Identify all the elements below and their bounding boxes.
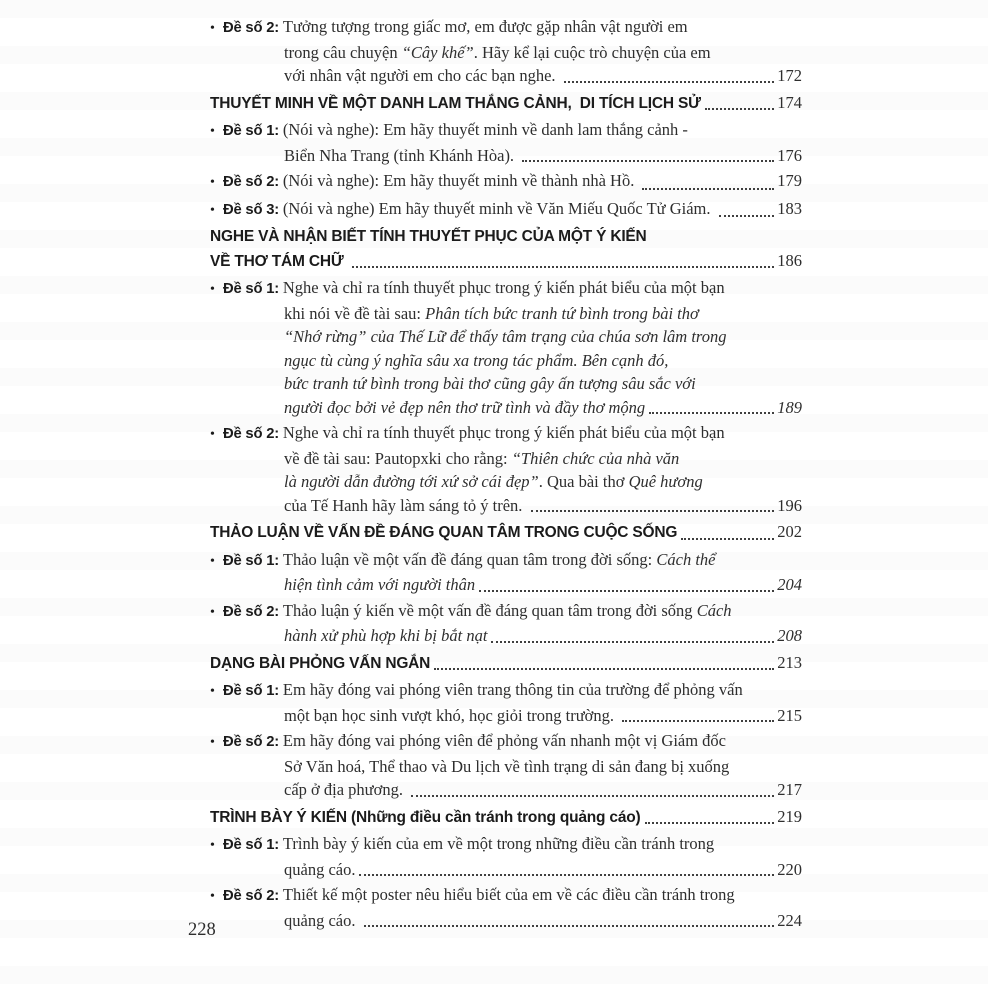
toc-line [210,755,802,779]
dot-leader [359,874,774,876]
dot-leader [364,925,775,927]
toc-line [210,858,802,882]
bullet-icon: • [210,124,215,139]
toc-line [210,197,802,223]
toc-line [210,91,802,116]
toc-line [210,15,802,41]
item-text: trong câu chuyện “Cây khế”. Hãy kể lại cuộc trò chuyện của em [284,42,711,62]
toc-line [210,494,802,518]
item-text: bức tranh tứ bình trong bài thơ cũng gây ấn tượng sâu sắc với [284,374,696,393]
dot-leader [681,538,774,540]
item-text: quảng cáo. [284,910,360,930]
table-of-contents [210,15,802,934]
dot-leader [649,412,774,414]
bullet-icon: • [210,282,215,297]
toc-section [210,651,802,676]
toc-line [210,470,802,494]
item-text: của Tế Hanh hãy làm sáng tỏ ý trên. [284,495,527,515]
item-text: ngục tù cùng ý nghĩa sâu xa trong tác phẩm. Bên cạnh đó, [284,350,669,370]
section-title-text: TRÌNH BÀY Ý KIẾN (Những điều cần tránh trong quảng cáo) [210,808,641,826]
page-ref: 183 [777,198,802,218]
toc-line [210,729,802,755]
item-text: “Nhớ rừng” của Thế Lữ để thấy tâm trạng của chúa sơn lâm trong [284,327,727,346]
item-label: Đề số 2: [223,426,283,442]
item-label: Đề số 1: [223,552,283,569]
item-text: Đề số 1: Thảo luận về một vấn đề đáng quan tâm trong đời sống: Cách thể [223,549,716,569]
section-title-text: THẢO LUẬN VỀ VẤN ĐỀ ĐÁNG QUAN TÂM TRONG CUỘC SỐNG [210,524,678,541]
dot-leader [479,590,774,592]
item-label: Đề số 1: [223,683,283,699]
toc-item [210,197,802,223]
item-label: Đề số 3: [223,201,283,218]
item-text: người đọc bởi vẻ đẹp nên thơ trữ tình và đầy thơ mộng [284,397,646,417]
page-ref: 208 [777,626,802,645]
toc-line [210,325,802,349]
toc-item [210,883,802,932]
item-text: Đề số 1: Em hãy đóng vai phóng viên trang thông tin của trường để phỏng vấn [223,680,743,699]
bullet-icon: • [210,684,215,699]
item-text: Đề số 1: Nghe và chỉ ra tính thuyết phục trong ý kiến phát biểu của một bạn [223,278,725,297]
toc-line [210,447,802,471]
section-title-text: DẠNG BÀI PHỎNG VẤN NGẮN [210,654,431,672]
toc-item [210,832,802,881]
bullet-icon: • [210,427,215,442]
page-ref: 219 [777,806,802,826]
item-text: Sở Văn hoá, Thể thao và Du lịch về tình trạng di sản đang bị xuống [284,756,730,776]
toc-item [210,118,802,167]
page-ref: 174 [777,92,802,112]
bullet-icon: • [210,175,215,190]
item-text: Đề số 2: Thiết kế một poster nêu hiểu biết của em về các điều cần tránh trong [223,885,735,904]
toc-line [210,144,802,168]
toc-line [210,548,802,574]
page-ref: 172 [777,66,802,85]
toc-item [210,548,802,597]
toc-line [210,349,802,373]
item-text: Đề số 2: Nghe và chỉ ra tính thuyết phục trong ý kiến phát biểu của một bạn [223,423,725,442]
toc-line [210,599,802,625]
page-ref: 217 [777,780,802,799]
bullet-icon: • [210,735,215,750]
bullet-icon: • [210,604,215,620]
page-ref: 224 [777,910,802,930]
bullet-icon: • [210,21,215,36]
page-ref: 186 [777,250,802,270]
bullet-icon: • [210,553,215,569]
dot-leader [411,795,774,797]
item-text: là người dẫn đường tới xứ sở cái đẹp”. Qua bài thơ Quê hương [284,472,703,491]
dot-leader [352,266,775,268]
dot-leader [531,510,775,512]
item-label: Đề số 2: [223,734,283,750]
page-ref: 189 [777,397,802,417]
page-ref: 176 [777,145,802,165]
toc-line [210,372,802,396]
page-ref: 196 [777,495,802,515]
toc-line [210,64,802,88]
toc-line [210,883,802,909]
bullet-icon: • [210,838,215,853]
toc-line [210,704,802,728]
item-text: Đề số 3: (Nói và nghe) Em hãy thuyết minh về Văn Miếu Quốc Tử Giám. [223,198,715,218]
toc-item [210,729,802,802]
toc-line [210,573,802,597]
item-text: Đề số 2: Thảo luận ý kiến về một vấn đề đáng quan tâm trong đời sống Cách [223,600,732,620]
toc-section [210,91,802,116]
footer-page-number: 228 [188,920,216,940]
item-text: về đề tài sau: Pautopxki cho rằng: “Thiên chức của nhà văn [284,448,680,468]
item-text: khi nói về đề tài sau: Phân tích bức tranh tứ bình trong bài thơ [284,303,699,323]
page-ref: 213 [777,652,802,672]
toc-line [210,805,802,830]
dot-leader [642,188,774,190]
toc-item [210,169,802,195]
item-text: với nhân vật người em cho các bạn nghe. [284,66,560,85]
item-label: Đề số 1: [223,281,283,297]
item-text: Đề số 2: Tưởng tượng trong giấc mơ, em được gặp nhân vật người em [223,17,688,36]
dot-leader [522,160,774,162]
toc-section [210,520,802,545]
toc-line [210,169,802,195]
page-ref: 204 [777,575,802,594]
item-text: một bạn học sinh vượt khó, học giỏi trong trường. [284,705,619,725]
toc-line [210,276,802,302]
toc-line [210,909,802,933]
item-text: Đề số 1: (Nói và nghe): Em hãy thuyết minh về danh lam thắng cảnh - [223,120,688,139]
toc-line [210,832,802,858]
item-text: Đề số 2: (Nói và nghe): Em hãy thuyết minh về thành nhà Hồ. [223,171,639,190]
toc-line [210,520,802,545]
item-label: Đề số 2: [223,888,283,904]
item-label: Đề số 2: [223,174,283,190]
dot-leader [719,215,775,217]
item-text: Đề số 2: Em hãy đóng vai phóng viên để phỏng vấn nhanh một vị Giám đốc [223,731,727,750]
item-text: cấp ở địa phương. [284,780,408,799]
item-text: hành xử phù hợp khi bị bắt nạt [284,626,488,645]
dot-leader [434,668,774,670]
item-text: hiện tình cảm với người thân [284,575,476,594]
toc-section [210,225,802,273]
toc-item [210,276,802,419]
section-title-text: NGHE VÀ NHẬN BIẾT TÍNH THUYẾT PHỤC CỦA MỘT Ý KIẾN [210,228,647,245]
dot-leader [705,108,775,110]
page-ref: 215 [777,705,802,725]
toc-line [210,651,802,676]
toc-item [210,15,802,88]
dot-leader [645,822,775,824]
bullet-icon: • [210,889,215,904]
item-label: Đề số 2: [223,20,283,36]
item-label: Đề số 2: [223,603,283,620]
toc-line [210,624,802,648]
toc-line [210,41,802,65]
item-label: Đề số 1: [223,837,283,853]
section-title-text: VỀ THƠ TÁM CHỮ [210,252,348,270]
toc-item [210,678,802,727]
toc-line [210,678,802,704]
section-title-text: THUYẾT MINH VỀ MỘT DANH LAM THẮNG CẢNH, DI TÍCH LỊCH SỬ [210,94,701,112]
toc-line [210,421,802,447]
item-text: Đề số 1: Trình bày ý kiến của em về một trong những điều cần tránh trong [223,834,715,853]
page-ref: 220 [777,859,802,879]
item-label: Đề số 1: [223,123,283,139]
toc-item [210,421,802,517]
toc-section [210,805,802,830]
toc-item [210,599,802,648]
item-text: quảng cáo. [284,859,356,879]
dot-leader [564,81,775,83]
bullet-icon: • [210,202,215,218]
page-ref: 202 [777,522,802,541]
item-text: Biển Nha Trang (tỉnh Khánh Hòa). [284,145,519,165]
toc-line [210,118,802,144]
page-ref: 179 [777,171,802,190]
toc-line [210,302,802,326]
dot-leader [491,641,774,643]
toc-line [210,225,802,249]
toc-line [210,249,802,274]
dot-leader [622,720,774,722]
toc-line [210,396,802,420]
toc-line [210,778,802,802]
